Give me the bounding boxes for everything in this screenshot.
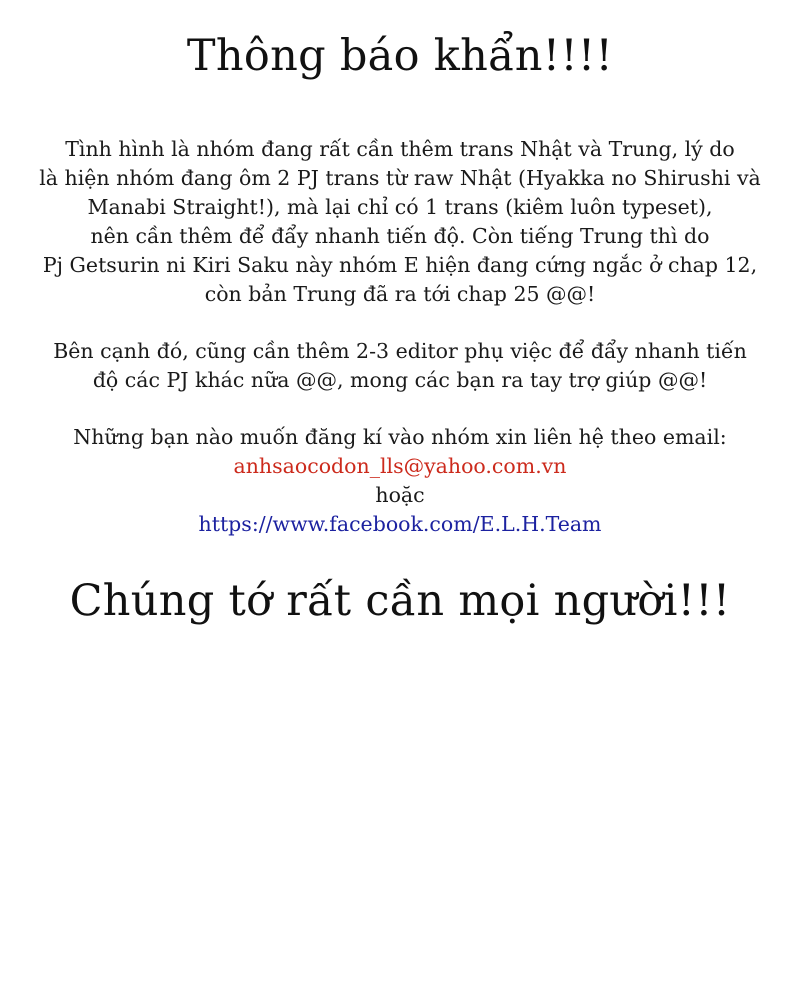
paragraph-line: độ các PJ khác nữa @@, mong các bạn ra tay trợ giúp @@!	[92, 368, 708, 392]
paragraph-line: còn bản Trung đã ra tới chap 25 @@!	[204, 282, 596, 306]
paragraph-line: Manabi Straight!), mà lại chỉ có 1 trans (kiêm luôn typeset),	[87, 195, 713, 219]
paragraph-line: nên cần thêm để đẩy nhanh tiến độ. Còn tiếng Trung thì do	[90, 224, 710, 248]
facebook-link[interactable]: https://www.facebook.com/E.L.H.Team	[198, 512, 602, 536]
closing-heading: Chúng tớ rất cần mọi người!!!	[69, 576, 731, 626]
paragraph-line: Pj Getsurin ni Kiri Saku này nhóm E hiện đang cứng ngắc ở chap 12,	[42, 253, 758, 277]
paragraph-line: là hiện nhóm đang ôm 2 PJ trans từ raw Nhật (Hyakka no Shirushi và	[39, 166, 761, 190]
paragraph-line: Bên cạnh đó, cũng cần thêm 2-3 editor phụ việc để đẩy nhanh tiến	[53, 339, 747, 363]
recruitment-paragraph	[0, 135, 800, 309]
email-link[interactable]: anhsaocodon_lls@yahoo.com.vn	[233, 454, 567, 478]
contact-section	[0, 423, 800, 539]
notice-title: Thông báo khẩn!!!!	[186, 31, 614, 81]
or-text: hoặc	[375, 483, 425, 507]
contact-intro: Những bạn nào muốn đăng kí vào nhóm xin liên hệ theo email:	[73, 425, 727, 449]
editor-paragraph	[0, 337, 800, 395]
paragraph-line: Tình hình là nhóm đang rất cần thêm trans Nhật và Trung, lý do	[65, 137, 735, 161]
